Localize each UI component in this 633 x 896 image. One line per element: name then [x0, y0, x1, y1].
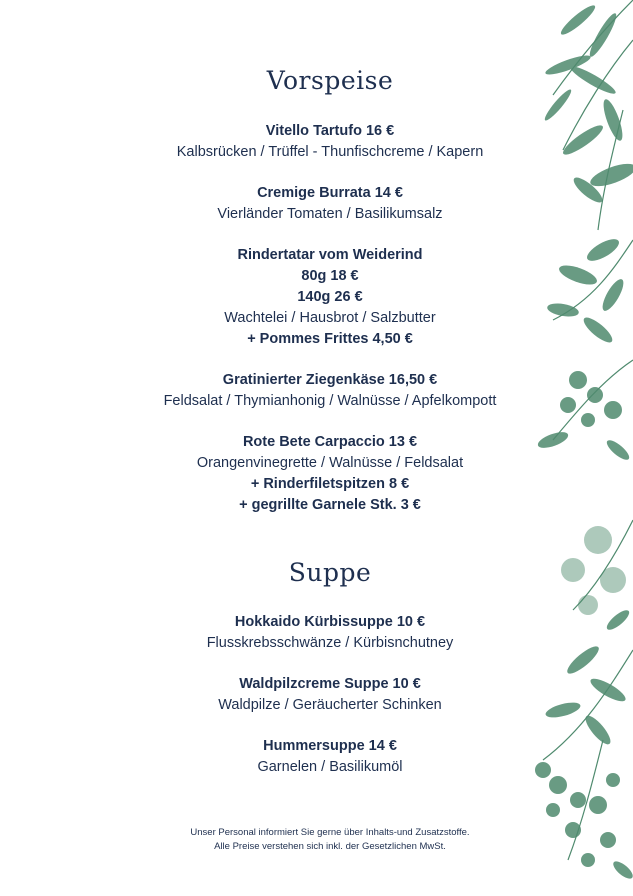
menu-item: [0, 245, 633, 350]
footer-allergen-note: Unser Personal informiert Sie gerne über Inhalts-und Zusatzstoffe.: [190, 827, 470, 838]
dish-description: Flusskrebsschwänze / Kürbisnchutney: [206, 635, 454, 651]
dish-description: Waldpilze / Geräucherter Schinken: [218, 697, 442, 713]
dish-description: Kalbsrücken / Trüffel - Thunfischcreme / Kapern: [176, 144, 484, 160]
menu-item: [0, 674, 633, 716]
menu-item: [0, 736, 633, 778]
menu-item: [0, 370, 633, 412]
dish-addon: + Rinderfiletspitzen 8 €: [250, 476, 410, 492]
footer-note: [0, 826, 633, 854]
menu-item: [0, 183, 633, 225]
dish-addon: + gegrillte Garnele Stk. 3 €: [239, 497, 421, 513]
menu-item: [0, 121, 633, 163]
dish-name: Rote Bete Carpaccio 13 €: [242, 434, 418, 450]
section-title-suppe: Suppe: [288, 558, 372, 587]
dish-variant: 80g 18 €: [301, 268, 359, 284]
dish-name: Rindertatar vom Weiderind: [237, 247, 423, 263]
dish-name: Hummersuppe 14 €: [263, 738, 397, 754]
dish-variant: 140g 26 €: [297, 289, 363, 305]
dish-name: Cremige Burrata 14 €: [257, 185, 403, 201]
dish-name: Waldpilzcreme Suppe 10 €: [239, 676, 421, 692]
dish-name: Hokkaido Kürbissuppe 10 €: [234, 614, 426, 630]
menu-item: [0, 612, 633, 654]
dish-description: Garnelen / Basilikumöl: [257, 759, 403, 775]
footer-price-note: Alle Preise verstehen sich inkl. der Gesetzlichen MwSt.: [214, 841, 446, 852]
dish-description: Feldsalat / Thymianhonig / Walnüsse / Apfelkompott: [163, 393, 497, 409]
dish-description: Wachtelei / Hausbrot / Salzbutter: [224, 310, 436, 326]
section-title-vorspeise: Vorspeise: [266, 66, 394, 95]
dish-addon: + Pommes Frittes 4,50 €: [247, 331, 413, 347]
menu-item: [0, 432, 633, 516]
dish-description: Vierländer Tomaten / Basilikumsalz: [217, 206, 443, 222]
dish-name: Gratinierter Ziegenkäse 16,50 €: [222, 372, 438, 388]
dish-description: Orangenvinegrette / Walnüsse / Feldsalat: [196, 455, 464, 471]
dish-name: Vitello Tartufo 16 €: [265, 123, 395, 139]
